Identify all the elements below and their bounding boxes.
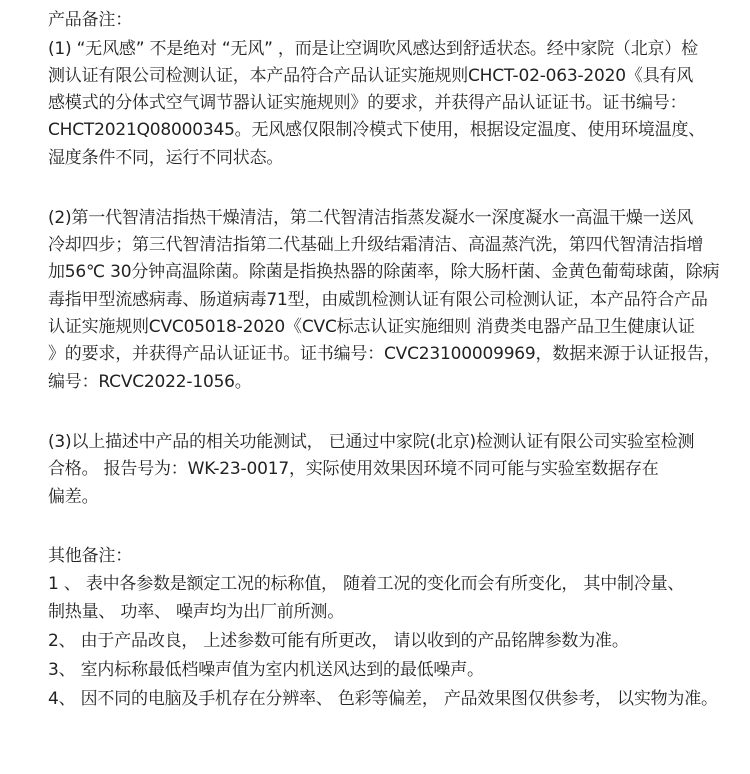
other-note-1-line-1: 1 、 表中各参数是额定工况的标称值， 随着工况的变化而会有所变化， 其中制冷量、 (48, 574, 685, 594)
note-2-line-7: 编号：RCVC2022-1056。 (48, 372, 252, 392)
note-3-line-2: 合格。 报告号为：WK-23-0017，实际使用效果因环境不同可能与实验室数据存在 (48, 459, 659, 479)
other-note-4: 4、 因不同的电脑及手机存在分辨率、 色彩等偏差， 产品效果图仅供参考， 以实物为准。 (48, 689, 718, 709)
note-2-line-4: 毒指甲型流感病毒、肠道病毒71型，由威凯检测认证有限公司检测认证，本产品符合产品 (48, 290, 708, 310)
other-notes-heading: 其他备注： (48, 546, 132, 566)
note-1-line-1: (1) “无风感” 不是绝对 “无风” ，而是让空调吹风感达到舒适状态。经中家院（北京）检 (48, 39, 698, 59)
product-notes-heading: 产品备注： (48, 10, 132, 30)
other-note-2: 2、 由于产品改良， 上述参数可能有所更改， 请以收到的产品铭牌参数为准。 (48, 631, 629, 651)
note-3-line-1: (3)以上描述中产品的相关功能测试， 已通过中家院(北京)检测认证有限公司实验室检测 (48, 432, 695, 452)
note-1-line-5: 湿度条件不同，运行不同状态。 (48, 148, 284, 168)
note-1-line-3: 感模式的分体式空气调节器认证实施规则》的要求，并获得产品认证证书。证书编号： (48, 93, 687, 113)
note-2-line-6: 》的要求，并获得产品认证证书。证书编号：CVC23100009969，数据来源于认证报告， (48, 344, 721, 364)
note-3-line-3: 偏差。 (48, 487, 99, 507)
note-2-line-1: (2)第一代智清洁指热干燥清洁，第二代智清洁指蒸发凝水一深度凝水一高温干燥一送风 (48, 208, 694, 228)
other-note-1-line-2: 制热量、 功率、 噪声均为出厂前所测。 (48, 602, 345, 622)
note-2-line-3: 加56℃ 30分钟高温除菌。除菌是指换热器的除菌率，除大肠杆菌、金黄色葡萄球菌，除病 (48, 262, 720, 282)
other-note-3: 3、 室内标称最低档噪声值为室内机送风达到的最低噪声。 (48, 660, 484, 680)
note-2-line-2: 冷却四步；第三代智清洁指第二代基础上升级结霜清洁、高温蒸汽洗，第四代智清洁指增 (48, 235, 704, 255)
note-1-line-2: 测认证有限公司检测认证，本产品符合产品认证实施规则CHCT-02-063-2020《具有风 (48, 66, 694, 86)
note-2-line-5: 认证实施规则CVC05018-2020《CVC标志认证实施细则 消费类电器产品卫生健康认证 (48, 317, 695, 337)
note-1-line-4: CHCT2021Q08000345。无风感仅限制冷模式下使用，根据设定温度、使用环境温度、 (48, 120, 706, 140)
